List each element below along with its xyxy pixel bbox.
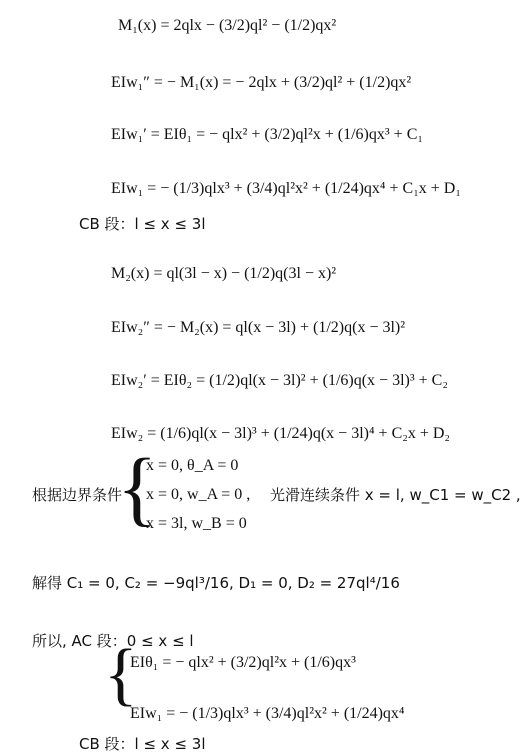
boundary-cond-2: x = 0, w_A = 0 , [146,486,251,503]
eq-m1: M₁(x) = 2qlx − (3/2)ql² − (1/2)qx² [118,17,337,34]
cb-segment-label: CB 段：l ≤ x ≤ 3l [79,215,206,233]
ac-segment-label: 所以, AC 段：0 ≤ x ≤ l [32,632,194,650]
eq-w1-first: EIw₁′ = EIθ₁ = − qlx² + (3/2)ql²x + (1/6)qx³ + C₁ [111,126,423,143]
solution-line: 解得 C₁ = 0, C₂ = −9ql³/16, D₁ = 0, D₂ = 27ql⁴/16 [32,574,400,592]
eq-w1-second: EIw₁″ = − M₁(x) = − 2qlx + (3/2)ql² + (1/2)qx² [111,74,412,91]
eq-w1: EIw₁ = − (1/3)qlx³ + (3/4)ql²x² + (1/24)qx⁴ + C₁x + D₁ [111,180,461,197]
eq-w2: EIw₂ = (1/6)ql(x − 3l)³ + (1/24)q(x − 3l)⁴ + C₂x + D₂ [111,425,450,442]
eq-w2-second: EIw₂″ = − M₂(x) = ql(x − 3l) + (1/2)q(x − 3l)² [111,319,406,336]
ac-eq-w: EIw₁ = − (1/3)qlx³ + (3/4)ql²x² + (1/24)qx⁴ [130,705,405,722]
eq-m2: M₂(x) = ql(3l − x) − (1/2)q(3l − x)² [111,265,337,282]
boundary-cond-3: x = 3l, w_B = 0 [146,515,247,532]
left-brace-1: { [117,442,158,535]
ac-eq-theta: EIθ₁ = − qlx² + (3/2)ql²x + (1/6)qx³ [130,654,356,671]
smooth-condition: 光滑连续条件 x = l, w_C1 = w_C2 , [270,486,521,504]
boundary-cond-1: x = 0, θ_A = 0 [146,457,239,474]
boundary-label: 根据边界条件 [32,486,123,504]
cb-segment-label-2: CB 段：l ≤ x ≤ 3l [79,735,206,753]
left-brace-2: { [104,636,138,713]
eq-w2-first: EIw₂′ = EIθ₂ = (1/2)ql(x − 3l)² + (1/6)q(x − 3l)³ + C₂ [111,372,448,389]
